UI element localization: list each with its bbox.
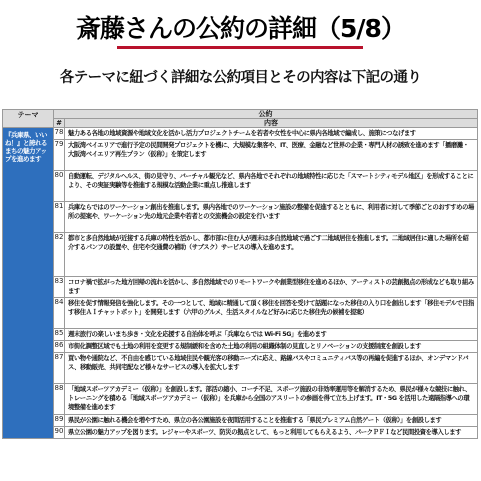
table-row bbox=[3, 415, 478, 427]
row-content: 大阪湾ベイエリアで進行予定の民間開発プロジェクトを機に、大規模な集客や、IT、医療、金融など世界の企業・専門人材の誘致を進めます「播磨灘・大阪湾ベイエリア再生プラン（仮称）」を策定します bbox=[65, 140, 478, 171]
column-header-theme: テーマ bbox=[3, 110, 54, 128]
table-row bbox=[3, 341, 478, 353]
row-content: 移住を促す情報発信を強化します。その一つとして、地域に精通して頂く移住を回答を受けて話題になった移住の入り口を創出します「移住モデルで目指す移住ＡＩチャットボット」を開発します（六甲のグルメ、生活スタイルなど好みに応じた移住先の候補を提案） bbox=[65, 298, 478, 329]
page-title: 斎藤さんの公約の詳細（5/8） bbox=[76, 14, 405, 43]
row-number: 88 bbox=[54, 384, 65, 415]
table-row bbox=[3, 140, 478, 171]
title-underline bbox=[117, 46, 363, 49]
table-row bbox=[3, 277, 478, 298]
row-content: 「地域スポーツアカデミー（仮称）」を創設します。部活の縮小、コーチ不足、スポーツ施設の非効率運用等を解消するため、県民が様々な競技に触れ、トレーニングを積める「地域スポーツアカデミー（仮称）」を兵庫から全国のアスリートの参画を得て立ち上げます。IT・5G を活用した遠隔指導への環境整備を進めます bbox=[65, 384, 478, 415]
page-subtitle: 各テーマに紐づく詳細な公約項目とその内容は下記の通り bbox=[59, 70, 422, 86]
row-number: 86 bbox=[54, 341, 65, 353]
row-number: 89 bbox=[54, 415, 65, 427]
table-row bbox=[3, 384, 478, 415]
column-header-number: # bbox=[54, 119, 65, 128]
row-number: 85 bbox=[54, 329, 65, 341]
table-row bbox=[3, 298, 478, 329]
row-number: 78 bbox=[54, 128, 65, 140]
row-number: 87 bbox=[54, 353, 65, 384]
row-content: 週末旅行の楽しいまち歩き・文化を応援する自治体を呼ぶ「兵庫ならでは Wi-Fi 5G」を進めます bbox=[65, 329, 478, 341]
row-content: 県立公園の魅力アップを図ります。レジャーやスポーツ、防災の拠点として、もっと利用してもらえるよう、パークＰＦＩなど民間投資を導入します bbox=[65, 427, 478, 439]
row-content: 市街化調整区域でも土地の利用を変更する規制緩和を含めた土地の利用の組織体制の見直しとリノベーションの支援制度を創設します bbox=[65, 341, 478, 353]
row-content: 買い物や通院など、不自由を感じている地域住民や観光客の移動ニーズに応え、路線バスやコミュニティバス等の再編を促進するほか、オンデマンドバス、移動販売、共同宅配など様々なサービスの導入を拡大します bbox=[65, 353, 478, 384]
table-row bbox=[3, 202, 478, 233]
row-number: 83 bbox=[54, 277, 65, 298]
row-number: 90 bbox=[54, 427, 65, 439]
row-number: 79 bbox=[54, 140, 65, 171]
row-number: 81 bbox=[54, 202, 65, 233]
table-row bbox=[3, 128, 478, 140]
policy-table bbox=[2, 109, 478, 439]
table-row bbox=[3, 353, 478, 384]
table-row bbox=[3, 171, 478, 202]
row-content: 自動運転、デジタルヘルス、街の見守り、バーチャル観光など、県内各地でそれぞれの地域特性に応じた「スマートシティモデル地区」を形成することにより、その実証実験等を推進する規模な活動企業に重点し推進します bbox=[65, 171, 478, 202]
row-content: コロナ禍で拡がった地方回帰の流れを活かし、多自然地域でのリモートワークや創業型移住を進めるほか、アーティストの芸創拠点の形成なども取り組みます bbox=[65, 277, 478, 298]
column-header-koyaku: 公約 bbox=[54, 110, 478, 119]
row-content: 魅力ある各地の地域資源や地域文化を活かし活力プロジェクトチームを若者や女性を中心に県内各地域で編成し、施策につなげます bbox=[65, 128, 478, 140]
row-number: 82 bbox=[54, 233, 65, 277]
row-content: 県民が公園に触れる機会を増やすため、県立の各公園施設を夜間活用することを推進する「県民プレミアム自然ゲート（仮称）」を創設します bbox=[65, 415, 478, 427]
table-row bbox=[3, 233, 478, 277]
table-row bbox=[3, 427, 478, 439]
row-content: 兵庫ならではのワーケーション創出を推進します。県内各地でのワーケーション施設の整備を促進するとともに、利用者に対して季節ごとのおすすめの場所の提案や、ワーケーション先の地元企業や若者との交流機会の設定を行います bbox=[65, 202, 478, 233]
theme-cell: 『兵庫県、いいね！』と誇れるまちの魅力アップを進めます bbox=[3, 128, 54, 439]
row-content: 都市と多自然地域が近接する兵庫の特性を活かし、都市部に住む人が週末は多自然地域で過ごす二地域居住を推進します。二地域居住に適した場所を紹介するパンフの設置や、住宅や交通費の補助（サブスク）サービスの導入を進めます。 bbox=[65, 233, 478, 277]
row-number: 84 bbox=[54, 298, 65, 329]
column-header-content: 内容 bbox=[65, 119, 478, 128]
row-number: 80 bbox=[54, 171, 65, 202]
table-row bbox=[3, 329, 478, 341]
